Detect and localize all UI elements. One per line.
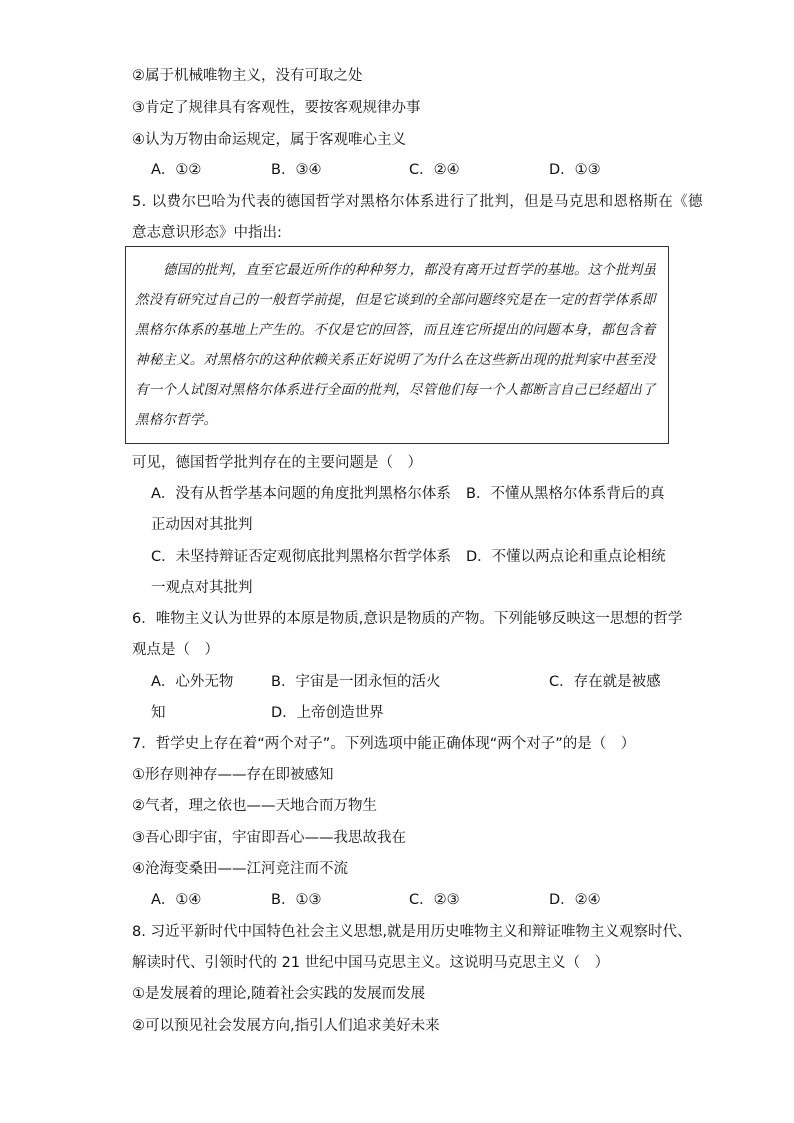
q4-statement-3: ③肯定了规律具有客观性，要按客观规律办事 [132,100,421,116]
q6-option-c-continued: 知 [151,705,166,721]
q8-statement-2: ②可以预见社会发展方向,指引人们追求美好未来 [132,1018,440,1034]
q6-option-b: B．宇宙是一团永恒的活火 [271,674,441,690]
q6-stem-line-1: 6．唯物主义认为世界的本原是物质,意识是物质的产物。下列能够反映这一思想的哲学 [132,611,683,627]
q7-stem: 7．哲学史上存在着“两个对子”。下列选项中能正确体现“两个对子”的是（ ） [132,736,636,752]
q6-stem-line-2: 观点是（ ） [132,642,219,658]
q7-statement-2: ②气者，理之依也——天地合而万物生 [132,798,377,814]
q5-quote-line-6: 黑格尔哲学。 [135,412,218,428]
q8-statement-1: ①是发展着的理论,随着社会实践的发展而发展 [132,986,426,1002]
q5-option-b: B．不懂从黑格尔体系背后的真 [466,486,665,502]
q4-statement-2: ②属于机械唯物主义，没有可取之处 [132,68,363,84]
q6-option-d: D．上帝创造世界 [271,705,384,721]
q5-option-b-continued: 正动因对其批判 [151,517,253,533]
q5-stem-line-1: 5. 以费尔巴哈为代表的德国哲学对黑格尔体系进行了批判，但是马克思和恩格斯在《德 [132,194,703,210]
q4-option-b: B．③④ [271,162,322,178]
q5-option-a: A．没有从哲学基本问题的角度批判黑格尔体系 [151,486,451,502]
q8-stem-line-2: 解读时代、引领时代的 21 世纪中国马克思主义。这说明马克思主义（ ） [132,955,610,971]
q7-statement-1: ①形存则神存——存在即被感知 [132,767,334,783]
q6-option-a: A．心外无物 [151,674,234,690]
q7-option-b: B．①③ [271,892,322,908]
q4-option-d: D．①③ [549,162,601,178]
q6-option-c: C．存在就是被感 [549,674,661,690]
q5-quote-line-4: 神秘主义。对黑格尔的这种依赖关系正好说明了为什么在这些新出现的批判家中甚至没 [135,352,656,368]
q4-option-c: C．②④ [409,162,460,178]
q5-quote-line-3: 黑格尔体系的基地上产生的。不仅是它的回答，而且连它所提出的问题本身，都包含着 [135,322,656,338]
q5-quote-line-2: 然没有研究过自己的一般哲学前提，但是它谈到的全部问题终究是在一定的哲学体系即 [135,292,656,308]
q7-statement-3: ③吾心即宇宙，宇宙即吾心——我思故我在 [132,830,406,846]
q4-statement-4: ④认为万物由命运规定，属于客观唯心主义 [132,132,406,148]
q5-quote-line-1: 德国的批判，直至它最近所作的种种努力，都没有离开过哲学的基地。这个批判虽 [163,262,657,278]
q5-question: 可见，德国哲学批判存在的主要问题是（ ） [132,455,422,471]
q5-quote-line-5: 有一个人试图对黑格尔体系进行全面的批判，尽管他们每一个人都断言自己已经超出了 [135,382,656,398]
q5-option-c: C．未坚持辩证否定观彻底批判黑格尔哲学体系 [151,549,452,565]
q7-option-d: D．②④ [549,892,601,908]
q5-stem-line-2: 意志意识形态》中指出: [132,225,282,241]
q5-option-d: D．不懂以两点论和重点论相统 [466,549,666,565]
q7-option-c: C．②③ [409,892,460,908]
q8-stem-line-1: 8. 习近平新时代中国特色社会主义思想,就是用历史唯物主义和辩证唯物主义观察时代、 [132,924,692,940]
q5-quote-box [125,246,669,444]
q7-option-a: A．①④ [151,892,202,908]
q7-statement-4: ④沧海变桑田——江河竞注而不流 [132,861,348,877]
q4-option-a: A．①② [151,162,202,178]
q5-option-d-continued: 一观点对其批判 [151,580,253,596]
